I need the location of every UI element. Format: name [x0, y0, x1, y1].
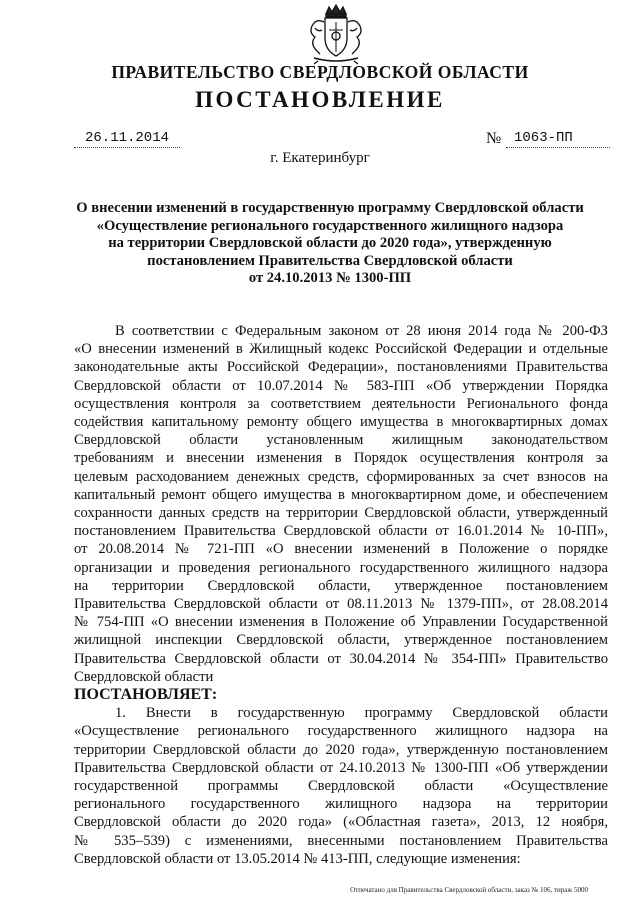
document-date: 26.11.2014 — [74, 130, 180, 148]
print-footer: Отпечатано для Правительства Свердловской области, заказ № 106, тираж 5000 — [350, 886, 588, 894]
body-line: № 535–539) с изменениями, внесенными постановлением Правительства — [74, 832, 608, 849]
body-line: сохранности данных средств на территории Свердловской области, утвержденный — [74, 505, 608, 522]
body-line: законодательные акты Российской Федерации», постановлениями Правительства — [74, 359, 608, 376]
body-line: Свердловской области установленным жилищным законодательством — [74, 432, 608, 449]
body-line: капитальный ремонт общего имущества в многоквартирном доме, и обеспечением — [74, 486, 608, 503]
body-line: 1. Внести в государственную программу Свердловской области — [115, 705, 608, 722]
body-line: Свердловской области — [74, 668, 214, 685]
body-line: жилищной инспекции Свердловской области, утвержденное постановлением — [74, 632, 608, 649]
body-line: осуществления контроля за соответствием деятельности Регионального фонда — [74, 395, 608, 412]
body-line: Свердловской области от 10.07.2014 № 583-ПП «Об утверждении Порядка — [74, 377, 608, 394]
body-line: «О внесении изменений в Жилищный кодекс Российской Федерации и отдельные — [74, 341, 608, 358]
body-line: на территории Свердловской области, утвержденное постановлением — [74, 577, 608, 594]
body-line: организации и проведения регионального государственного жилищного надзора — [74, 559, 608, 576]
body-line: № 754-ПП «О внесении изменения в Положение об Управлении Государственной — [74, 614, 608, 631]
body-line: Свердловской области до 2020 года» («Областная газета», 2013, 12 ноября, — [74, 814, 608, 831]
body-line: В соответствии с Федеральным законом от 28 июня 2014 года № 200-ФЗ — [115, 323, 608, 339]
body-line: территории Свердловской области до 2020 года», утвержденную постановлением — [74, 741, 608, 758]
government-title: ПРАВИТЕЛЬСТВО СВЕРДЛОВСКОЙ ОБЛАСТИ — [111, 62, 529, 82]
heading-line: на территории Свердловской области до 2020 года», утвержденную — [108, 235, 552, 251]
body-line: Правительства Свердловской области от 30.04.2014 № 354-ПП» Правительство — [74, 650, 608, 667]
body-line: государственной программы Свердловской области «Осуществление — [74, 778, 608, 795]
body-line: Правительства Свердловской области от 24.10.2013 № 1300-ПП «Об утверждении — [74, 759, 608, 776]
document-type: ПОСТАНОВЛЕНИЕ — [195, 87, 445, 112]
document-heading — [60, 200, 600, 288]
heading-line: «Осуществление регионального государственного жилищного надзора — [96, 217, 564, 234]
body-line: регионального государственного жилищного надзора на территории — [74, 796, 608, 813]
number-sign: № — [486, 130, 502, 147]
heading-line: постановлением Правительства Свердловской области — [147, 252, 513, 269]
body-line: «Осуществление регионального государственного жилищного надзора на — [74, 723, 608, 740]
body-line: Свердловской области от 13.05.2014 № 413-ПП, следующие изменения: — [74, 850, 521, 867]
body-line: целевым расходованием денежных средств, сформированных за счет взносов на — [74, 468, 608, 485]
heading-line: от 24.10.2013 № 1300-ПП — [248, 270, 412, 286]
decree-word: ПОСТАНОВЛЯЕТ: — [74, 686, 218, 704]
heading-line: О внесении изменений в государственную программу Свердловской области — [76, 200, 584, 216]
body-line: требованиям и внесении изменения в Порядок осуществления контроля за — [74, 450, 608, 467]
document-number: 1063-ПП — [506, 130, 610, 148]
coat-of-arms-icon — [296, 2, 376, 66]
city: г. Екатеринбург — [270, 150, 370, 166]
body-line: постановлением Правительства Свердловской области от 16.01.2014 № 10-ПП», — [74, 523, 608, 540]
body-line: Правительства Свердловской области от 08.11.2013 № 1379-ПП», от 28.08.2014 — [74, 596, 608, 613]
document-body — [74, 322, 608, 868]
body-line: от 20.08.2014 № 721-ПП «О внесении изменений в Положение о порядке — [74, 541, 608, 558]
body-line: содействия капитальному ремонту общего имущества в многоквартирных домах — [74, 414, 608, 431]
